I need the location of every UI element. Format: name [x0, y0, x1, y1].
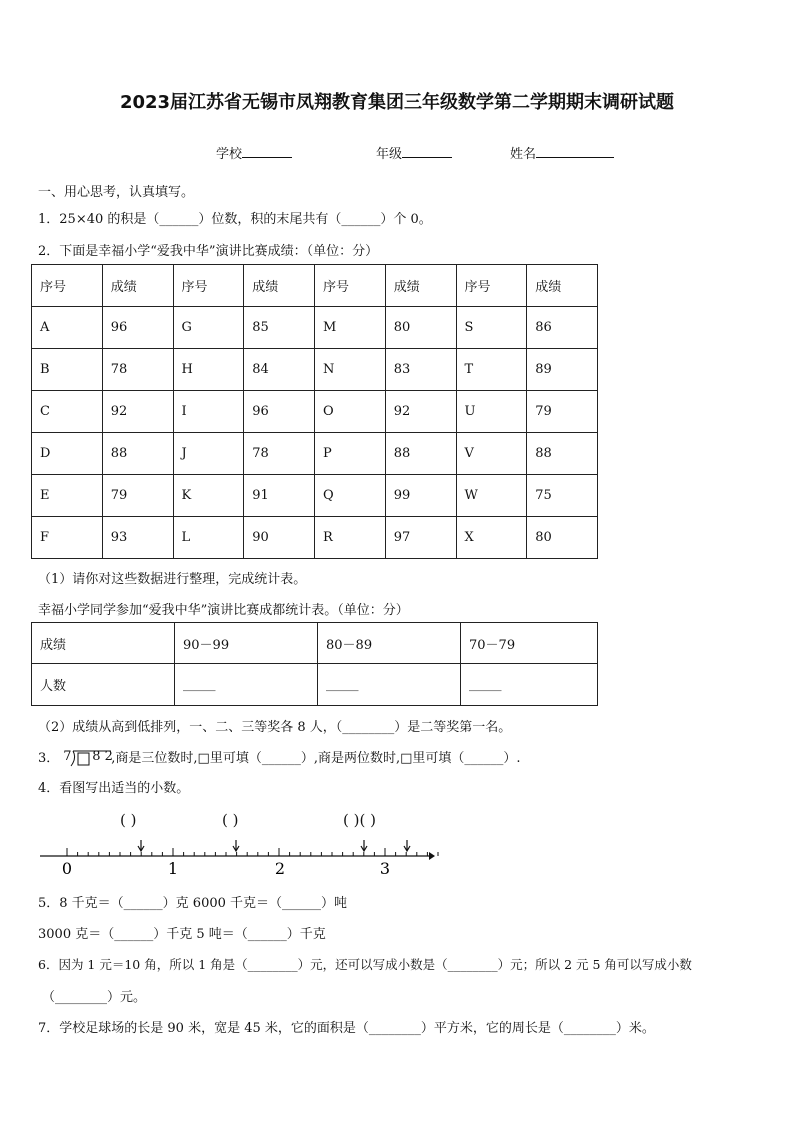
- table-cell: 80: [527, 517, 598, 559]
- dividend-digit: 7: [63, 749, 72, 764]
- number-line-ticks: [67, 848, 440, 856]
- question-6-line-2: （________）元。: [42, 990, 147, 1005]
- down-arrow-icon: [404, 840, 410, 851]
- axis-arrow-icon: [429, 852, 435, 860]
- table-cell: 91: [244, 475, 315, 517]
- header-cell: 成绩: [385, 265, 456, 307]
- school-blank[interactable]: [242, 145, 292, 158]
- tick-label: 0: [61, 859, 73, 878]
- question-5-line-2: 3000 克＝（______）千克 5 吨＝（______）千克: [38, 927, 326, 942]
- tick-label: 1: [167, 859, 179, 878]
- section-heading: 一、用心思考，认真填写。: [38, 185, 195, 200]
- name-label: 姓名: [510, 147, 537, 162]
- header-cell: 成绩: [527, 265, 598, 307]
- long-division-symbol: [59, 749, 111, 765]
- table-cell: O: [315, 391, 386, 433]
- table-cell: 80: [385, 307, 456, 349]
- table-cell: Q: [315, 475, 386, 517]
- down-arrow-icon: [138, 840, 144, 851]
- answer-blank[interactable]: _____: [175, 664, 318, 706]
- table-cell: I: [173, 391, 244, 433]
- table-cell: 90: [244, 517, 315, 559]
- down-arrow-icon: [361, 840, 367, 851]
- school-label: 学校: [216, 147, 243, 162]
- page-title: 2023届江苏省无锡市凤翔教育集团三年级数学第二学期期末调研试题: [119, 92, 675, 113]
- table-row: [32, 517, 598, 559]
- header-cell: 成绩: [102, 265, 173, 307]
- table-cell: 86: [527, 307, 598, 349]
- down-arrow-icon: [233, 840, 239, 851]
- table-cell: 89: [527, 349, 598, 391]
- table-cell: 93: [102, 517, 173, 559]
- table-cell: E: [32, 475, 103, 517]
- stat-table: [31, 622, 598, 706]
- table-cell: 92: [385, 391, 456, 433]
- grade-blank[interactable]: [402, 145, 452, 158]
- answer-blank[interactable]: _____: [318, 664, 461, 706]
- table-cell: 80－89: [318, 623, 461, 664]
- table-cell: 88: [527, 433, 598, 475]
- table-cell: 99: [385, 475, 456, 517]
- table-cell: U: [456, 391, 527, 433]
- table-cell: P: [315, 433, 386, 475]
- table-cell: J: [173, 433, 244, 475]
- question-3: [38, 747, 521, 766]
- table-header-row: [32, 265, 598, 307]
- table-cell: V: [456, 433, 527, 475]
- table-cell: 88: [385, 433, 456, 475]
- question-number: 3．: [38, 751, 60, 766]
- table-row: [32, 307, 598, 349]
- table-row: [32, 391, 598, 433]
- table-cell: R: [315, 517, 386, 559]
- table-cell: 84: [244, 349, 315, 391]
- question-6-line-1: 6．因为 1 元＝10 角，所以 1 角是（________）元，还可以写成小数是（________）元；所以 2 元 5 角可以写成小数: [38, 957, 692, 972]
- table-cell: 79: [102, 475, 173, 517]
- stat-table-title: 幸福小学同学参加“爱我中华”演讲比赛成都统计表。（单位：分）: [38, 603, 409, 618]
- table-row: [32, 433, 598, 475]
- header-cell: 序号: [32, 265, 103, 307]
- divisor-digits: 8 2: [92, 749, 113, 764]
- question-5-line-1: 5．8 千克＝（______）克 6000 千克＝（______）吨: [38, 896, 348, 911]
- table-cell: N: [315, 349, 386, 391]
- table-cell: 75: [527, 475, 598, 517]
- table-row: [32, 349, 598, 391]
- table-cell: 78: [102, 349, 173, 391]
- table-cell: L: [173, 517, 244, 559]
- table-cell: 96: [244, 391, 315, 433]
- grade-label: 年级: [376, 147, 403, 162]
- score-table: [31, 264, 598, 559]
- table-cell: 90－99: [175, 623, 318, 664]
- table-cell: B: [32, 349, 103, 391]
- table-cell: 85: [244, 307, 315, 349]
- table-cell: C: [32, 391, 103, 433]
- name-blank[interactable]: [536, 145, 614, 158]
- table-cell: M: [315, 307, 386, 349]
- table-cell: H: [173, 349, 244, 391]
- table-cell: 88: [102, 433, 173, 475]
- grade-field: [376, 143, 452, 162]
- table-row: [32, 664, 598, 706]
- name-field: [510, 143, 614, 162]
- header-cell: 序号: [456, 265, 527, 307]
- question-4: 4．看图写出适当的小数。: [38, 781, 190, 796]
- table-cell: 83: [385, 349, 456, 391]
- table-cell: 92: [102, 391, 173, 433]
- tick-label: 3: [379, 859, 391, 878]
- table-cell: K: [173, 475, 244, 517]
- question-2: 2．下面是幸福小学“爱我中华”演讲比赛成绩：（单位：分）: [38, 244, 379, 259]
- table-cell: 成绩: [32, 623, 175, 664]
- table-cell: 78: [244, 433, 315, 475]
- school-field: [216, 143, 292, 162]
- question-2-part-1: （1）请你对这些数据进行整理，完成统计表。: [38, 572, 307, 587]
- table-cell: X: [456, 517, 527, 559]
- table-cell: F: [32, 517, 103, 559]
- table-cell: W: [456, 475, 527, 517]
- question-7: 7．学校足球场的长是 90 米，宽是 45 米，它的面积是（________）平方米，它的周长是（________）米。: [38, 1021, 655, 1036]
- table-cell: 人数: [32, 664, 175, 706]
- table-cell: 97: [385, 517, 456, 559]
- table-cell: 96: [102, 307, 173, 349]
- table-row: [32, 623, 598, 664]
- table-row: [32, 475, 598, 517]
- table-cell: T: [456, 349, 527, 391]
- question-3-text: ,商是三位数时,□里可填（______）,商是两位数时,□里可填（______）.: [111, 751, 521, 766]
- table-cell: D: [32, 433, 103, 475]
- number-line: [40, 810, 440, 880]
- answer-paren[interactable]: ( )( ): [343, 811, 376, 829]
- table-cell: A: [32, 307, 103, 349]
- question-1: 1．25×40 的积是（______）位数，积的末尾共有（______）个 0。: [38, 212, 432, 227]
- table-cell: G: [173, 307, 244, 349]
- answer-blank[interactable]: _____: [461, 664, 598, 706]
- header-cell: 成绩: [244, 265, 315, 307]
- answer-paren[interactable]: ( ): [120, 811, 137, 829]
- answer-paren[interactable]: ( ): [222, 811, 239, 829]
- table-cell: 70－79: [461, 623, 598, 664]
- table-cell: 79: [527, 391, 598, 433]
- question-2-part-2: （2）成绩从高到低排列，一、二、三等奖各 8 人，（________）是二等奖第一名。: [38, 720, 512, 735]
- header-cell: 序号: [173, 265, 244, 307]
- tick-label: 2: [274, 859, 286, 878]
- header-cell: 序号: [315, 265, 386, 307]
- table-cell: S: [456, 307, 527, 349]
